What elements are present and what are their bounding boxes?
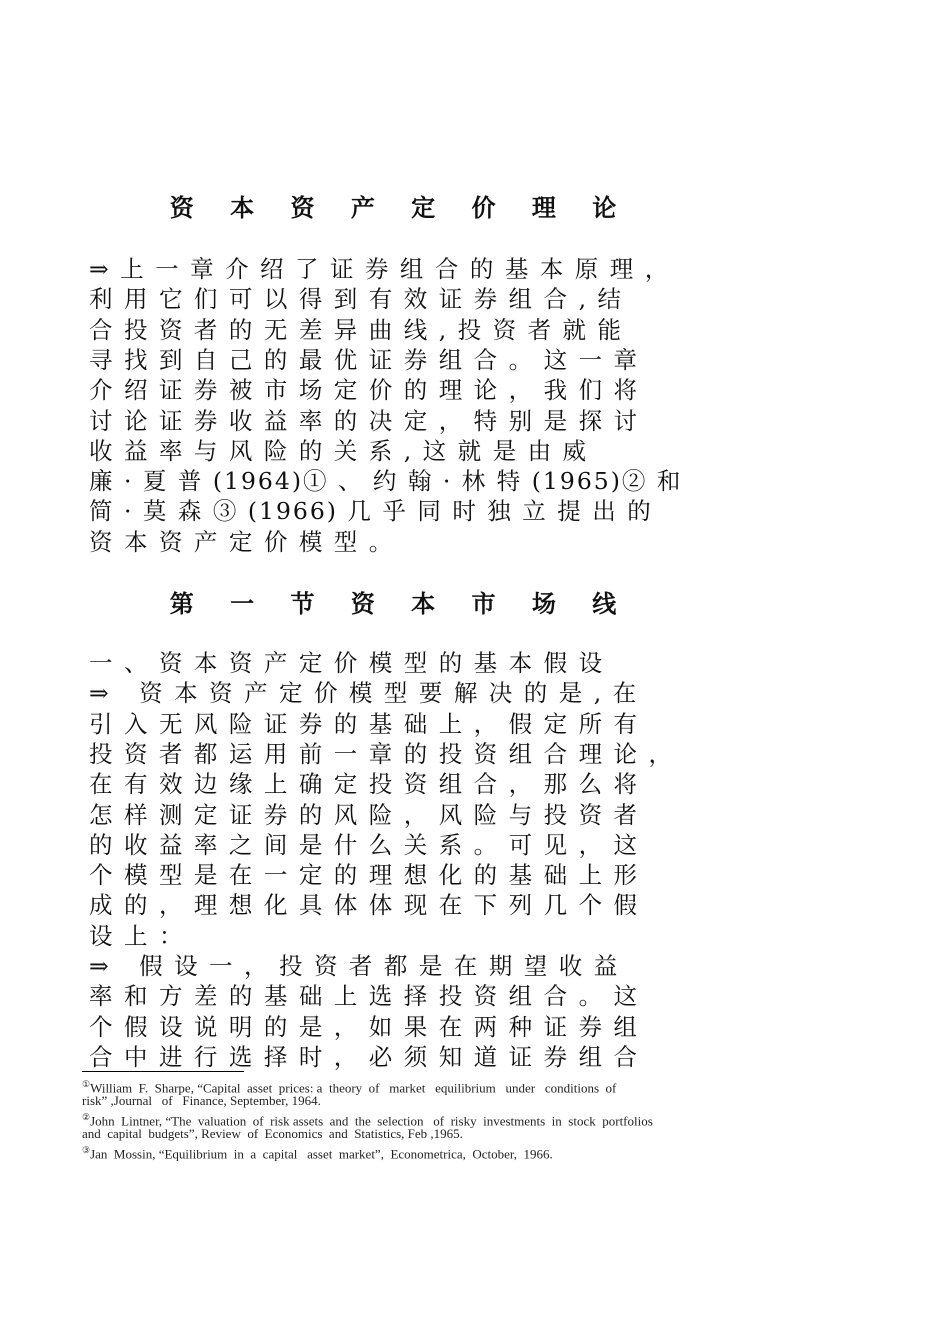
intro-line: 介 绍 证 券 被 市 场 定 价 的 理 论 ， 我 们 将	[89, 376, 640, 405]
footnote-line: ③Jan Mossin, “Equilibrium in a capital asset market”, Econometrica, October, 1966.	[82, 1145, 553, 1162]
footnote-mark: ①	[82, 1079, 91, 1089]
body-line: 设 上 ：	[89, 921, 185, 950]
footnote-line: ②John Lintner, “The valuation of risk assets and the selection of risky investments in stock portfolios	[82, 1112, 653, 1129]
body-line: 率 和 方 差 的 基 础 上 选 择 投 资 组 合 。 这	[89, 982, 640, 1011]
footnote-mark: ③	[82, 1145, 91, 1155]
body-line: ⇒ 资 本 资 产 定 价 模 型 要 解 决 的 是 , 在	[89, 679, 639, 708]
footnote-line: and capital budgets”, Review of Economics and Statistics, Feb ,1965.	[82, 1125, 463, 1141]
body-line: 在 有 效 边 缘 上 确 定 投 资 组 合 ， 那 么 将	[89, 770, 640, 799]
body-line: 成 的 ， 理 想 化 具 体 体 现 在 下 列 几 个 假	[89, 891, 640, 920]
footnote-line: ①William F. Sharpe, “Capital asset prices: a theory of market equilibrium under conditions of	[82, 1079, 617, 1096]
body-line: 怎 样 测 定 证 券 的 风 险 ， 风 险 与 投 资 者	[89, 800, 640, 829]
body-line: 投 资 者 都 运 用 前 一 章 的 投 资 组 合 理 论 ，	[89, 739, 675, 768]
intro-line: 合 投 资 者 的 无 差 异 曲 线 , 投 资 者 就 能	[89, 315, 624, 344]
footnote-line: risk” ,Journal of Finance, September, 1964.	[82, 1092, 321, 1108]
intro-line: 简 · 莫 森 ③ (1966) 几 乎 同 时 独 立 提 出 的	[89, 497, 653, 526]
body-line: 个 假 设 说 明 的 是 ， 如 果 在 两 种 证 券 组	[89, 1012, 640, 1041]
intro-line: 资 本 资 产 定 价 模 型 。	[89, 527, 395, 556]
body-line: 一 、 资 本 资 产 定 价 模 型 的 基 本 假 设	[89, 649, 605, 677]
footnote-mark: ②	[82, 1112, 91, 1122]
footnote-divider	[82, 1071, 244, 1072]
body-line: 引 入 无 风 险 证 券 的 基 础 上 ， 假 定 所 有	[89, 709, 640, 738]
body-line: 个 模 型 是 在 一 定 的 理 想 化 的 基 础 上 形	[89, 861, 640, 890]
intro-line: 收 益 率 与 风 险 的 关 系 , 这 就 是 由 威	[89, 436, 589, 465]
body-line: 的 收 益 率 之 间 是 什 么 关 系 。 可 见 ， 这	[89, 830, 640, 859]
intro-line: ⇒ 上 一 章 介 绍 了 证 券 组 合 的 基 本 原 理 ，	[89, 255, 671, 283]
body-line: ⇒ 假 设 一 ， 投 资 者 都 是 在 期 望 收 益	[89, 952, 620, 980]
body-line: 合 中 进 行 选 择 时 ， 必 须 知 道 证 券 组 合	[89, 1042, 640, 1071]
section-title: 第 一 节 资 本 市 场 线	[169, 590, 631, 618]
intro-line: 利 用 它 们 可 以 得 到 有 效 证 券 组 合 , 结	[89, 285, 624, 314]
intro-line: 寻 找 到 自 己 的 最 优 证 券 组 合 。 这 一 章	[89, 345, 640, 374]
intro-line: 廉 · 夏 普 (1964)① 、 约 翰 · 林 特 (1965)② 和	[89, 467, 683, 496]
intro-line: 讨 论 证 券 收 益 率 的 决 定 ， 特 别 是 探 讨	[89, 406, 640, 435]
chapter-title: 资 本 资 产 定 价 理 论	[169, 194, 631, 222]
